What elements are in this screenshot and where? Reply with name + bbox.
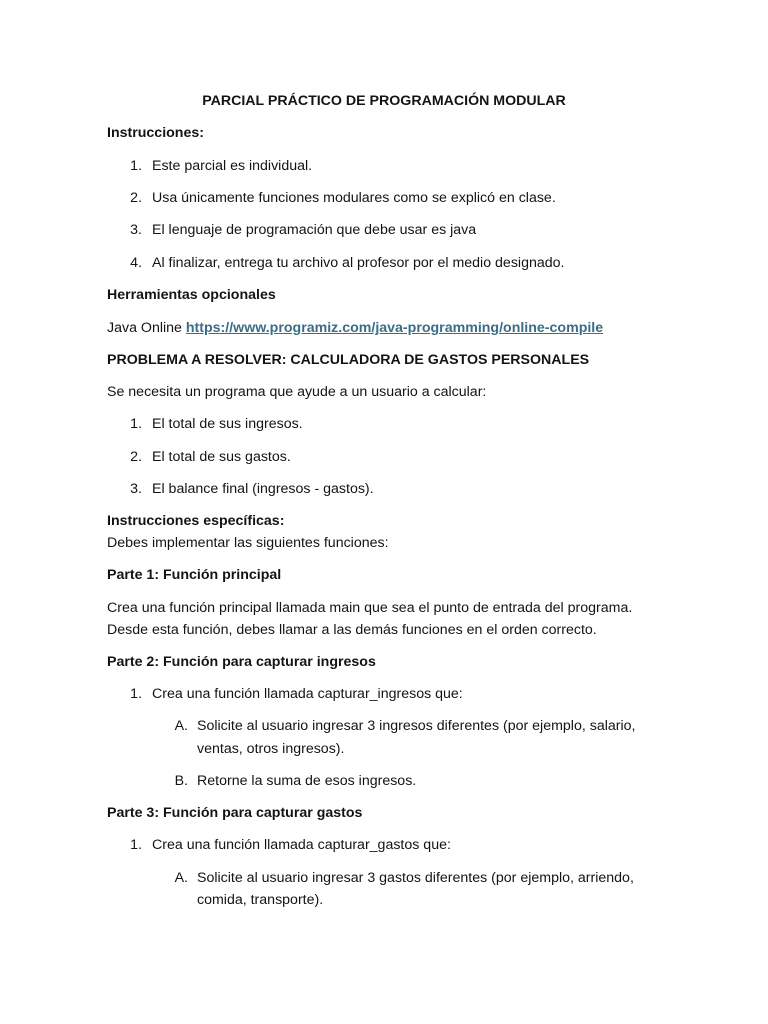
list-item: Este parcial es individual. xyxy=(152,158,313,174)
sublist-letter: B. xyxy=(174,773,188,789)
list-item: Usa únicamente funciones modulares como se explicó en clase. xyxy=(152,190,556,206)
list-item: El lenguaje de programación que debe usar es java xyxy=(152,222,477,238)
list-number: 1. xyxy=(130,837,142,853)
sublist-item-line: ventas, otros ingresos). xyxy=(197,741,345,757)
java-online-link[interactable]: https://www.programiz.com/java-programming/online-compile xyxy=(185,320,604,336)
list-item: Crea una función llamada capturar_gastos que: xyxy=(152,837,451,853)
especificas-intro: Debes implementar las siguientes funciones: xyxy=(107,535,389,551)
list-number: 3. xyxy=(130,222,142,238)
parte1-paragraph-line: Crea una función principal llamada main que sea el punto de entrada del programa. xyxy=(107,600,633,616)
herramientas-heading: Herramientas opcionales xyxy=(107,287,276,303)
list-item: El balance final (ingresos - gastos). xyxy=(152,481,374,497)
list-number: 3. xyxy=(130,481,142,497)
parte1-heading: Parte 1: Función principal xyxy=(107,567,282,583)
sublist-letter: A. xyxy=(174,718,188,734)
java-online-line xyxy=(107,318,603,338)
list-item: El total de sus ingresos. xyxy=(152,416,303,432)
sublist-item-line: comida, transporte). xyxy=(197,892,324,908)
parte2-heading: Parte 2: Función para capturar ingresos xyxy=(107,654,376,670)
list-number: 1. xyxy=(130,686,142,702)
list-number: 1. xyxy=(130,158,142,174)
problema-intro: Se necesita un programa que ayude a un usuario a calcular: xyxy=(107,384,487,400)
parte1-paragraph-line: Desde esta función, debes llamar a las demás funciones en el orden correcto. xyxy=(107,622,597,638)
list-number: 2. xyxy=(130,190,142,206)
list-item: El total de sus gastos. xyxy=(152,449,291,465)
especificas-heading: Instrucciones específicas: xyxy=(107,513,285,529)
list-number: 2. xyxy=(130,449,142,465)
list-number: 1. xyxy=(130,416,142,432)
java-online-label: Java Online xyxy=(107,320,182,336)
sublist-item-line: Retorne la suma de esos ingresos. xyxy=(197,773,417,789)
parte3-heading: Parte 3: Función para capturar gastos xyxy=(107,805,363,821)
instrucciones-heading: Instrucciones: xyxy=(107,125,204,141)
list-number: 4. xyxy=(130,255,142,271)
problema-heading: PROBLEMA A RESOLVER: CALCULADORA DE GASTOS PERSONALES xyxy=(107,352,590,368)
sublist-item-line: Solicite al usuario ingresar 3 ingresos diferentes (por ejemplo, salario, xyxy=(197,718,636,734)
sublist-letter: A. xyxy=(174,870,188,886)
list-item: Crea una función llamada capturar_ingresos que: xyxy=(152,686,463,702)
document-title: PARCIAL PRÁCTICO DE PROGRAMACIÓN MODULAR xyxy=(202,93,566,109)
sublist-item-line: Solicite al usuario ingresar 3 gastos diferentes (por ejemplo, arriendo, xyxy=(197,870,634,886)
list-item: Al finalizar, entrega tu archivo al profesor por el medio designado. xyxy=(152,255,565,271)
